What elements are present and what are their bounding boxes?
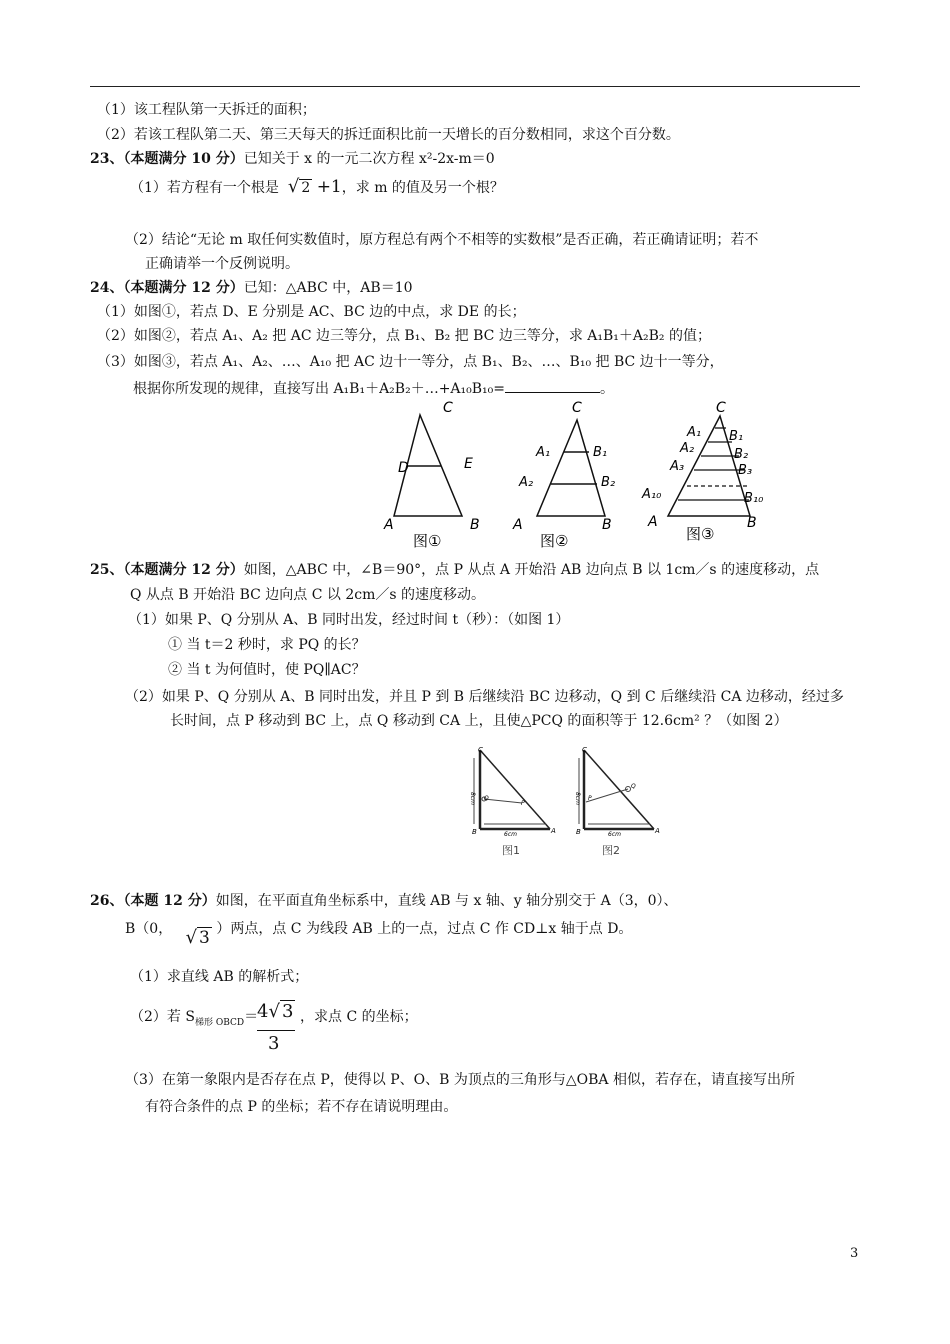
header-rule <box>90 86 860 87</box>
q24-part3-end: 。 <box>600 381 615 397</box>
tri1-label-q: Q <box>484 795 489 802</box>
q22-part1: （1）该工程队第一天拆迁的面积； <box>97 102 316 118</box>
fig2-label-c: C <box>572 400 582 416</box>
q24-stem: 已知：△ABC 中，AB＝10 <box>243 280 413 296</box>
plus-one: +1 <box>316 177 342 197</box>
figure-3 <box>638 398 778 550</box>
q24-part3-text: 根据你所发现的规律，直接写出 A₁B₁＋A₂B₂＋…+A₁₀B₁₀= <box>133 381 506 397</box>
trapezoid-subscript: 梯形 OBCD <box>194 1017 245 1028</box>
fraction-denominator: 3 <box>268 1033 280 1054</box>
q23-part1 <box>130 177 504 198</box>
q26-stem-text-a: B（0， <box>125 921 173 937</box>
numerator-coefficient: 4 <box>257 1001 269 1022</box>
fig2-label-b1: B₁ <box>593 445 608 460</box>
q24-part3-line2 <box>133 378 614 399</box>
tri2-height-length: 8cm <box>574 792 581 805</box>
q26-part2-text-a: （2）若 S <box>130 1009 195 1025</box>
fig2-label-a1: A₁ <box>536 445 551 460</box>
tri1-height-length: 8cm <box>469 792 476 805</box>
tri1-label-a: A <box>551 827 556 835</box>
q23-stem: 已知关于 x 的一元二次方程 x²-2x-m＝0 <box>243 151 495 167</box>
q26-part3-line1: （3）在第一象限内是否存在点 P，使得以 P、O、B 为顶点的三角形与△OBA 相似，若存在，请直接写出所 <box>125 1072 795 1088</box>
q26-part3-line2: 有符合条件的点 P 的坐标；若不存在请说明理由。 <box>145 1099 458 1115</box>
sqrt-expression: √ 2 <box>287 176 311 197</box>
fig1-label-e: E <box>464 456 473 472</box>
fig1-label-b: B <box>470 517 480 533</box>
fig3-label-a: A <box>648 514 658 530</box>
q25-part1: （1）如果 P、Q 分别从 A、B 同时出发，经过时间 t（秒）：（如图 1） <box>128 612 570 628</box>
fig2-label-a: A <box>513 517 523 533</box>
q25-header <box>90 560 819 580</box>
q23-part1-text-a: （1）若方程有一个根是 <box>130 180 279 196</box>
tri2-side-length: 6cm <box>608 831 621 838</box>
q25-stem: 如图，△ABC 中，∠B＝90°，点 P 从点 A 开始沿 AB 边向点 B 以 1cm／s 的速度移动，点 <box>243 562 820 578</box>
q24-number: 24、 <box>90 280 124 296</box>
triangle-figure-2 <box>572 742 672 860</box>
tri2-label-p: P <box>588 795 592 802</box>
q24-score: （本题满分 12 分） <box>123 280 244 296</box>
q26-part1: （1）求直线 AB 的解析式； <box>130 969 309 985</box>
fig3-label-a10: A₁₀ <box>642 487 662 502</box>
q26-stem-text-b: ）两点，点 C 为线段 AB 上的一点，过点 C 作 CD⊥x 轴于点 D。 <box>216 921 633 937</box>
tri1-label-p: P <box>521 800 525 807</box>
triangle-figure-1 <box>462 742 562 860</box>
tri1-side-length: 6cm <box>504 831 517 838</box>
q23-score: （本题满分 10 分） <box>123 151 244 167</box>
fig1-label-a: A <box>384 517 394 533</box>
answer-blank <box>505 378 600 393</box>
q26-number: 26、 <box>90 893 124 909</box>
q26-part2 <box>130 1007 258 1033</box>
tri1-label-b: B <box>472 828 477 836</box>
fig2-label-b: B <box>602 517 612 533</box>
tri1-label-c: C <box>478 746 483 754</box>
fraction-bar <box>257 1030 295 1031</box>
fraction-four-root-three-over-three <box>257 1001 299 1061</box>
q25-part1-b: ② 当 t 为何值时，使 PQ∥AC？ <box>168 662 366 678</box>
q25-part1-a: ① 当 t＝2 秒时，求 PQ 的长？ <box>168 637 366 653</box>
fig2-caption: 图② <box>540 532 569 550</box>
q23-part2-line1: （2）结论“无论 m 取任何实数值时，原方程总有两个不相等的实数根”是否正确，若正确请证明；若不 <box>125 232 759 248</box>
q23-header <box>90 149 495 169</box>
fig3-label-b2: B₂ <box>734 447 749 462</box>
tri1-caption: 图1 <box>502 844 520 857</box>
q24-part3-line1: （3）如图③，若点 A₁、A₂、…、A₁₀ 把 AC 边十一等分，点 B₁、B₂、…、B₁₀ 把 BC 边十一等分， <box>97 354 724 370</box>
q23-number: 23、 <box>90 151 124 167</box>
tri2-label-c: C <box>582 746 587 754</box>
tri2-label-b: B <box>576 828 581 836</box>
fig3-label-b3: B₃ <box>738 463 753 478</box>
fig2-label-a2: A₂ <box>519 475 534 490</box>
fig1-label-d: D <box>398 460 409 476</box>
fig1-label-c: C <box>443 400 453 416</box>
fig3-label-b10: B₁₀ <box>744 491 764 506</box>
q23-part2-line2: 正确请举一个反例说明。 <box>145 256 299 272</box>
fig3-caption: 图③ <box>686 525 715 543</box>
q25-part2-line1: （2）如果 P、Q 分别从 A、B 同时出发，并且 P 到 B 后继续沿 BC 边移动，Q 到 C 后继续沿 CA 边移动，经过多 <box>125 689 844 705</box>
q26-score: （本题 12 分） <box>123 893 216 909</box>
q25-score: （本题满分 12 分） <box>123 562 244 578</box>
q24-part2: （2）如图②，若点 A₁、A₂ 把 AC 边三等分，点 B₁、B₂ 把 BC 边三等分，求 A₁B₁＋A₂B₂ 的值； <box>97 328 711 344</box>
q24-header <box>90 278 413 298</box>
q22-part2: （2）若该工程队第二天、第三天每天的拆迁面积比前一天增长的百分数相同，求这个百分数。 <box>97 127 680 143</box>
sqrt-three-radicand: 3 <box>199 928 210 948</box>
fraction-numerator: 4√ 3 <box>257 1001 294 1022</box>
q23-part1-text-b: ，求 m 的值及另一个根？ <box>341 180 504 196</box>
fig3-label-a3: A₃ <box>670 459 685 474</box>
q24-part1: （1）如图①，若点 D、E 分别是 AC、BC 边的中点，求 DE 的长； <box>97 304 526 320</box>
q25-part2-line2: 长时间，点 P 移动到 BC 上，点 Q 移动到 CA 上，且使△PCQ 的面积等于 12.6cm² ？（如图 2） <box>170 713 788 729</box>
fig3-label-a1: A₁ <box>687 425 702 440</box>
q26-stem: 如图，在平面直角坐标系中，直线 AB 与 x 轴、y 轴分别交于 A（3，0）、 <box>215 893 678 909</box>
page-number: 3 <box>850 1246 859 1261</box>
fig2-label-b2: B₂ <box>601 475 616 490</box>
equals-sign: ＝ <box>244 1009 259 1025</box>
figure-1 <box>380 398 490 550</box>
fig3-label-b: B <box>747 515 757 531</box>
tri2-label-a: A <box>655 827 660 835</box>
fig3-label-a2: A₂ <box>680 441 695 456</box>
fig3-label-c: C <box>716 400 726 416</box>
q25-stem-line2: Q 从点 B 开始沿 BC 边向点 C 以 2cm／s 的速度移动。 <box>130 587 485 603</box>
numerator-radicand: 3 <box>281 1001 294 1022</box>
fig3-label-b1: B₁ <box>729 429 744 444</box>
figure-2 <box>510 398 625 550</box>
q26-header <box>90 891 678 911</box>
fig1-caption: 图① <box>413 532 442 550</box>
q26-stem-line2 <box>125 918 633 948</box>
tri2-label-q: Q <box>631 783 636 790</box>
q26-part2-text-b: ，求点 C 的坐标； <box>300 1009 418 1025</box>
tri2-caption: 图2 <box>602 844 620 857</box>
sqrt-three: √ 3 <box>185 927 210 948</box>
sqrt-radicand: 2 <box>301 180 311 196</box>
q25-number: 25、 <box>90 562 124 578</box>
